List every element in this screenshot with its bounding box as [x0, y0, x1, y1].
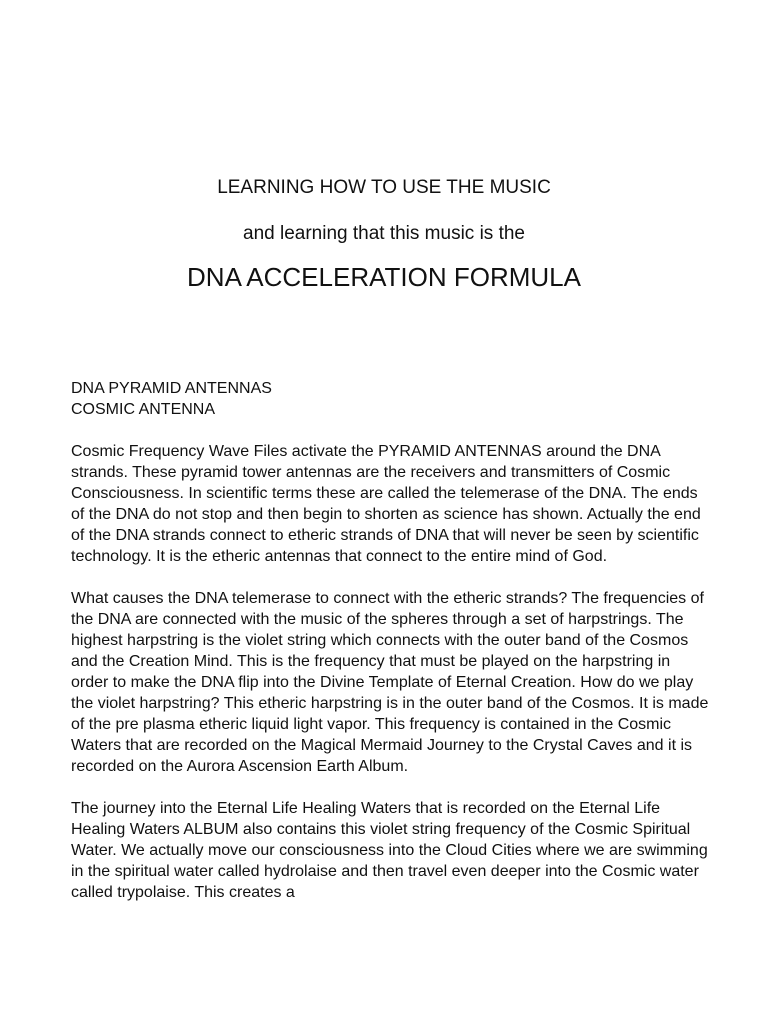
paragraph-1: Cosmic Frequency Wave Files activate the PYRAMID ANTENNAS around the DNA strands. These pyramid tower antennas are the receivers and transmitters of Cosmic Consciousness. In scientific terms these are called the telemerase of the DNA. The ends of the DNA do not stop and then begin to shorten as science has shown. Actually the end of the DNA strands connect to etheric strands of DNA that will never be seen by scientific technology. It is the etheric antennas that connect to the entire mind of God.	[71, 443, 701, 565]
section-heading-1: DNA PYRAMID ANTENNAS	[71, 380, 272, 397]
paragraph-2: What causes the DNA telemerase to connect with the etheric strands? The frequencies of the DNA are connected with the music of the spheres through a set of harpstrings. The highest harpstring is the violet string which connects with the outer band of the Cosmos and the Creation Mind. This is the frequency that must be played on the harpstring in order to make the DNA flip into the Divine Template of Eternal Creation. How do we play the violet harpstring? This etheric harpstring is in the outer band of the Cosmos. It is made of the pre plasma etheric liquid light vapor. This frequency is contained in the Cosmic Waters that are recorded on the Magical Mermaid Journey to the Crystal Caves and it is recorded on the Aurora Ascension Earth Album.	[71, 590, 709, 775]
title-block	[0, 176, 768, 292]
title-line-2: and learning that this music is the	[243, 223, 525, 244]
body-text	[71, 378, 711, 903]
title-line-1: LEARNING HOW TO USE THE MUSIC	[217, 177, 551, 198]
page-title: DNA ACCELERATION FORMULA	[187, 262, 581, 292]
section-heading-2: COSMIC ANTENNA	[71, 401, 216, 418]
paragraph-3: The journey into the Eternal Life Healing Waters that is recorded on the Eternal Life Healing Waters ALBUM also contains this violet string frequency of the Cosmic Spiritual Water. We actually move our consciousness into the Cloud Cities where we are swimming in the spiritual water called hydrolaise and then travel even deeper into the Cosmic water called trypolaise. This creates a	[71, 800, 708, 901]
